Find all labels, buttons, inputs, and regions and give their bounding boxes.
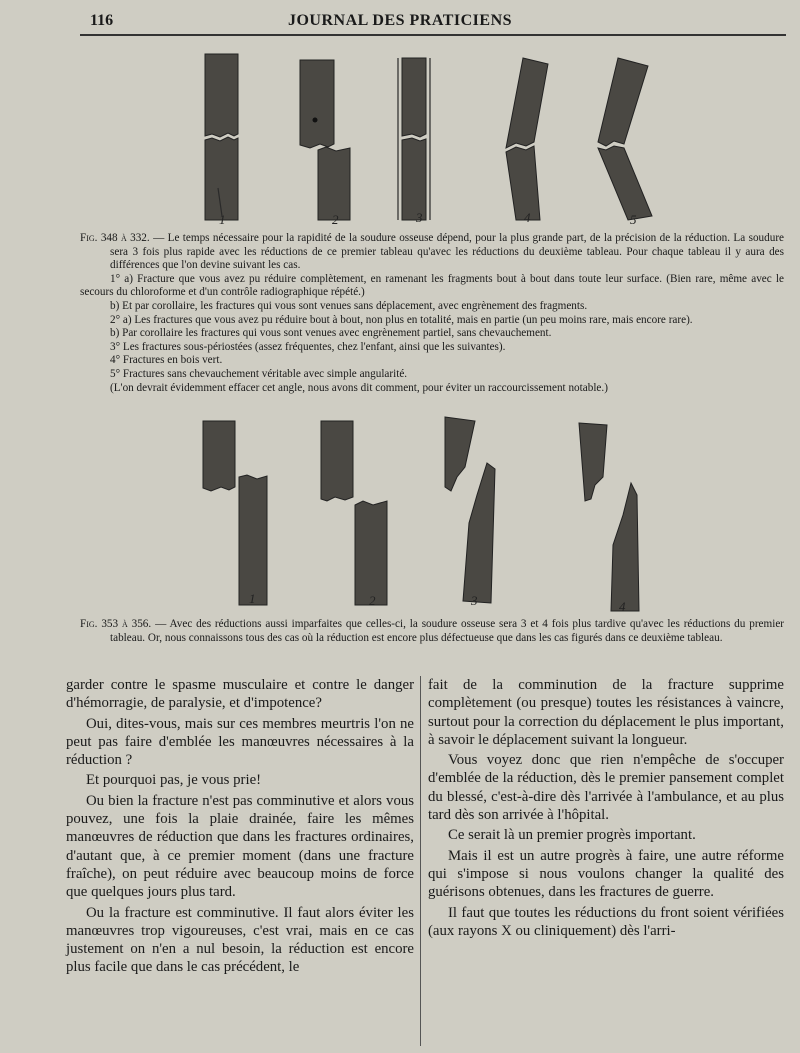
bone-diagram-8 [445, 417, 495, 603]
figure-2-illustration [195, 415, 645, 615]
bone-diagram-9 [579, 423, 639, 611]
caption-1-line-1: 1° a) Fracture que vous avez pu réduire complètement, en ramenant les fragments bout à bout dans toute leur surface. (Bien rare, même avec le secours du chloroforme et d'un contrôle radiographique répété.) [80, 272, 784, 299]
bone-diagram-5 [598, 58, 652, 220]
figure-1-caption-label: Fig. 348 à 332. [80, 232, 150, 244]
left-paragraph-3: Et pourquoi pas, je vous prie! [86, 772, 262, 789]
caption-1-line-3: 2° a) Les fractures que vous avez pu réduire bout à bout, non plus en totalité, mais en partie (un peu moins rare, mais encore rare). [110, 313, 693, 326]
bone-diagram-6 [203, 421, 267, 605]
caption-1-line-4: b) Par corollaire les fractures qui vous sont venues avec engrènement partiel, sans chevauchement. [110, 327, 552, 340]
left-paragraph-5: Ou la fracture est comminutive. Il faut alors éviter les manœuvres trop vigoureuses, c'est vrai, mais en ce cas justement on n'en a nul besoin, la réduction est encore plus facile que dans le cas précédent, le [66, 904, 414, 976]
caption-1-line-0: — Le temps nécessaire pour la rapidité de la soudure osseuse dépend, pour la plus grande part, de la précision de la réduction. La soudure sera 3 fois plus rapide avec les réductions de ce premier tableau qu'avec les réductions du deuxième tableau. Pour chaque tableau il y aura des différences que l'on devine suivant les cas. [110, 232, 785, 272]
caption-1-line-6: 4° Fractures en bois vert. [110, 354, 223, 367]
bone-diagram-1 [205, 54, 238, 220]
right-paragraph-1: fait de la comminution de la fracture supprime complètement (ou presque) toutes les résistances à vaincre, surtout pour la correction du déplacement le plus important, à savoir le déplacement suivant la longueur. [428, 677, 784, 748]
right-paragraph-4: Mais il est un autre progrès à faire, une autre réforme qui s'impose si nous voulons changer la qualité des guérisons obtenues, dans les fractures de guerre. [428, 847, 784, 901]
figure-label-3: 3 [416, 210, 423, 225]
right-paragraph-3: Ce serait là un premier progrès important. [448, 827, 696, 844]
journal-title: JOURNAL DES PRATICIENS [287, 12, 513, 29]
page-number: 116 [90, 12, 114, 29]
caption-1-line-7: 5° Fractures sans chevauchement véritable avec simple angularité. [110, 367, 408, 380]
figure-label-2: 2 [332, 212, 339, 227]
figure-2-caption-label: Fig. 353 à 356. [80, 618, 152, 630]
caption-1-line-2: b) Et par corollaire, les fractures qui vous sont venues sans déplacement, avec engrènement des fragments. [110, 299, 588, 312]
bone-diagram-3 [398, 58, 430, 220]
bone-diagram-4 [506, 58, 548, 220]
figure-1-caption [80, 232, 784, 395]
figure-label-1: 1 [219, 212, 226, 227]
page-header [0, 10, 800, 36]
figure-label-4: 4 [524, 210, 531, 225]
figure-2-caption [80, 618, 784, 645]
bone-diagram-2 [300, 60, 350, 220]
caption-1-line-5: 3° Les fractures sous-périostées (assez fréquentes, chez l'enfant, ainsi que les suivantes). [110, 340, 506, 353]
figure-2-caption-text: — Avec des réductions aussi imparfaites que celles-ci, la soudure osseuse sera 3 et 4 fois plus tardive qu'avec les réductions du premier tableau. Or, nous connaissons tous des cas où la réduction est encore plus défectueuse que dans les cas figurés dans ce deuxième tableau. [110, 618, 785, 644]
header-rule [80, 34, 786, 36]
left-column [66, 676, 414, 979]
right-paragraph-5: Il faut que toutes les réductions du front soient vérifiées (aux rayons X ou cliniquement) dès l'arri- [428, 904, 784, 939]
bone-diagram-7 [321, 421, 387, 605]
left-paragraph-2: Oui, dites-vous, mais sur ces membres meurtris l'on ne peut pas faire d'emblée les manœuvres nécessaires à la réduction ? [66, 715, 414, 769]
figure-label-5: 5 [630, 212, 637, 227]
left-paragraph-1: garder contre le spasme musculaire et contre le danger d'hémorragie, de paralysie, et d'impotence? [66, 677, 414, 712]
column-divider [420, 676, 421, 1046]
figure-2-label-2: 2 [369, 593, 376, 608]
left-paragraph-4: Ou bien la fracture n'est pas comminutive et alors vous pouvez, une fois la plaie drainée, faire les mêmes manœuvres de réduction que dans les fractures ordinaires, d'autant que, à ce premier moment (dans une fracture fraîche), on peut réduire avec beaucoup moins de force que quelques jours plus tard. [66, 792, 414, 901]
caption-1-line-8: (L'on devrait évidemment effacer cet angle, nous avons dit comment, pour éviter un raccourcissement notable.) [110, 381, 608, 394]
right-column [428, 676, 784, 942]
right-paragraph-2: Vous voyez donc que rien n'empêche de s'occuper d'emblée de la réduction, dès le premier pansement complet du blessé, c'est-à-dire dès l'arrivée à l'ambulance, et au plus tard dès son arrivée à l'hôpital. [428, 752, 784, 824]
figure-1-illustration [190, 48, 670, 228]
figure-2-label-3: 3 [471, 593, 478, 608]
figure-2-label-4: 4 [619, 599, 626, 614]
figure-2-label-1: 1 [249, 591, 256, 606]
